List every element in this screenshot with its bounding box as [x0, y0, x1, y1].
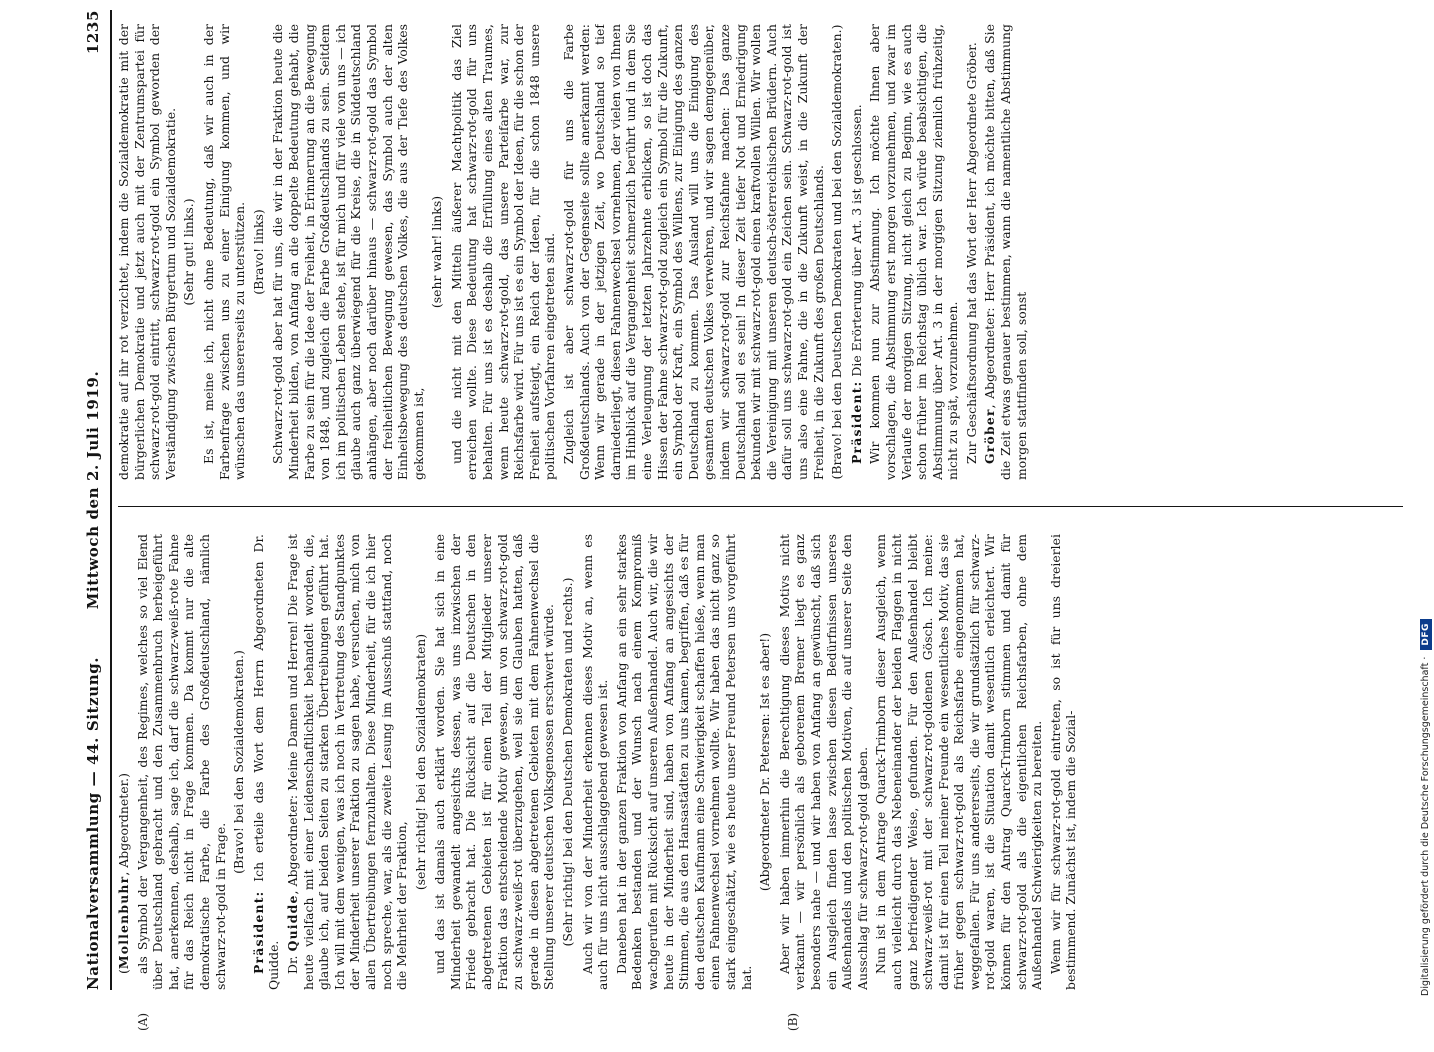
- speaker-prefix: (: [116, 969, 131, 974]
- body-paragraph: Zugleich ist aber schwarz-rot-gold für uns die Farbe Großdeutschlands. Auch von der Gegenseite sollte anerkannt werden: Wenn wir gerade in der jetzigen Zeit, wo Deutschland so tief darniederliegt, diesen Fahnenwechsel vornehmen, der vielen von Ihnen im Hinblick auf die Vergangenheit schmerzlich berührt und in dem Sie eine Verleugnung der letzten Jahrzehnte erblicken, so ist doch das Hissen der Fahne schwarz-rot-gold zugleich ein Symbol für die Zukunft, ein Symbol der Kraft, ein Symbol des Willens, zur Einigung des ganzen Deutschland zu kommen. Das Ausland will uns die Einigung des gesamten deutschen Volkes verwehren, und wir sagen demgegenüber, indem wir schwarz-rot-gold zur Reichsfahne machen: Das ganze Deutschland soll es sein! In dieser Zeit tiefer Not und Erniedrigung bekunden wir mit schwarz-rot-gold einen kraftvollen Willen. Wir wollen die Vereinigung mit unseren deutsch-österreichischen Brüdern. Auch dafür soll uns schwarz-rot-gold ein Zeichen sein. Schwarz-rot-gold ist uns also eine Fahne, die in die Zukunft weist, in die Zukunft der Freiheit, in die Zukunft des großen Deutschlands.: [561, 24, 826, 480]
- speaker-paragraph: [116, 534, 132, 990]
- header-rule: [110, 10, 112, 990]
- interjection: (Bravo! links): [250, 209, 266, 295]
- body-paragraph: und die nicht mit den Mitteln äußerer Machtpolitik das Ziel erreichen wollte. Diese Bedeutung hat schwarz-rot-gold für uns behalten. Für uns ist es deshalb die Erfüllung eines alten Traumes, wenn heute schwarz-rot-gold, das unsere Parteifarbe war, zur Reichsfarbe wird. Für uns ist es ein Symbol der Ideen, für die schon der Freiheit aufsteigt, ein Reich der Ideen, für die schon 1848 unsere politischen Vorfahren eingetreten sind.: [448, 24, 558, 480]
- speech-text: Die Erörterung über Art. 3 ist geschlossen.: [848, 104, 864, 381]
- body-paragraph: Aber wir haben immerhin die Berechtigung dieses Motivs nicht verkannt — wir persönlich als geborenem Bremer liegt es ganz besonders nahe — und wir haben von Anfang an gewünscht, daß sich ein Ausgleich finden lasse zwischen diesen Bedürfnissen unseres Außenhandels und den politischen Motiven, die auf unserer Seite den Ausschlag für schwarz-rot-gold gaben.: [776, 534, 870, 990]
- interjection: (Sehr richtig! bei den Deutschen Demokraten und rechts.): [560, 577, 576, 947]
- body-paragraph: demokratie auf ihr rot verzichtet, indem die Sozialdemokratie mit der bürgerlichen Demokratie und jetzt auch mit der Zentrumspartei für schwarz-rot-gold eintritt, schwarz-rot-gold ein Symbol geworden der Verständigung zwischen Bürgertum und Sozialdemokratie.: [116, 24, 178, 480]
- speaker-name: Präsident:: [848, 380, 864, 464]
- column-divider: [118, 506, 1403, 507]
- speaker-name: Gröber: [982, 408, 998, 464]
- speech-text: Ich erteile das Wort dem Herrn Abgeordneten Dr. Quidde.: [250, 534, 282, 990]
- credit-text: Digitalisierung gefördert durch die Deutsche Forschungsgemeinschaft ·: [1420, 656, 1431, 996]
- body-paragraph: Zur Geschäftsordnung hat das Wort der Herr Abgeordnete Gröber.: [963, 42, 979, 464]
- interjection: (Sehr gut! links.): [181, 198, 197, 306]
- body-paragraph: Schwarz-rot-gold aber hat für uns, die wir in der Fraktion heute die Minderheit bilden, von Anfang an die doppelte Bedeutung gehabt, die Farbe zu sein für die Idee der Freiheit, in Erinnerung an die Bewegung von 1848, und zugleich die Farbe Großdeutschlands zu sein. Seitdem ich im politischen Leben stehe, ist für mich und für viele von uns — ich glaube auch ganz überwiegend für die Kreise, die in Süddeutschland anhängen, aber noch darüber hinaus — schwarz-rot-gold das Symbol der freiheitlichen Bewegung gewesen, das Symbol auch der alten Einheitsbewegung des deutschen Volkes, die aus der Tiefe des Volkes gekommen ist,: [270, 24, 426, 480]
- body-paragraph: Wenn wir für schwarz-rot-gold eintreten, so ist für uns dreierlei bestimmend. Zunächst ist, indem die Sozial-: [1047, 534, 1079, 990]
- speech-text: , Abgeordneter: Herr Präsident, ich möchte bitten, daß Sie die Zeit etwas genauer bestimmen, wann die namentliche Abstimmung morgen stattfinden soll, sonst: [982, 24, 1029, 480]
- interjection: (Abgeordneter Dr. Petersen: Ist es aber!): [757, 632, 773, 892]
- speaker-name: Präsident:: [250, 890, 266, 974]
- speech-text: , Abgeordneter: Meine Damen und Herren! Die Frage ist heute vielfach mit einer Leidenschaftlichkeit behandelt worden, die, glaube ich, auf beiden Seiten zu starken Übertreibungen geführt hat. Ich will mit dem wenigen, was ich noch in Vertretung des Standpunktes der Minderheit unserer Fraktion zu sagen habe, versuchen, mich von allen Übertreibungen fernzuhalten. Diese Minderheit, für die ich hier noch spreche, war, als die zweite Lesung im Ausschuß stattfand, noch die Mehrheit der Fraktion,: [284, 534, 410, 990]
- margin-mark-c: [136, 0, 152, 8]
- body-paragraph: Daneben hat in der ganzen Fraktion von Anfang an ein sehr starkes Bedenken bestanden und der Wunsch nach einem Kompromiß wachgerufen mit Rücksicht auf unseren Außenhandel. Auch wir, die wir heute in der Minderheit sind, haben von Anfang an angesichts der Stimmen, die aus den Hansastädten zu uns kamen, begriffen, daß es für den deutschen Kaufmann eine Schwierigkeit schaffen hieße, wenn man einen Fahnenwechsel vornehmen wollte. Wir haben das nicht ganz so stark eingeschätzt, wie es heute unser Freund Petersen uns vorgeführt hat.: [613, 534, 754, 990]
- interjection: (Bravo! bei den Sozialdemokraten.): [231, 650, 247, 874]
- dfg-logo: DFG: [1420, 619, 1432, 650]
- speaker-prefix: Dr.: [284, 951, 300, 974]
- speaker-paragraph: [982, 24, 1029, 480]
- speaker-paragraph: [251, 534, 282, 990]
- speaker-name: Mollenbuhr: [116, 875, 131, 970]
- right-column: [116, 24, 1406, 480]
- running-header: [80, 10, 108, 990]
- interjection: (sehr richtig! bei den Sozialdemokraten): [412, 633, 428, 891]
- body-paragraph: Wir kommen nun zur Abstimmung. Ich möchte Ihnen aber vorschlagen, die Abstimmung erst morgen vorzunehmen, und zwar im Verlaufe der morgigen Sitzung, nicht gleich zu Beginn, wie es auch schon früher im Reichstag üblich war. Ich würde beabsichtigen, die Abstimmung über Art. 3 in der morgigen Sitzung ziemlich frühzeitig, nicht zu spät, vorzunehmen.: [867, 24, 961, 480]
- interjection: (sehr wahr! links): [429, 195, 445, 309]
- digitization-credit: [1420, 619, 1432, 996]
- page-number: 1235: [84, 10, 102, 55]
- rotated-page: [80, 10, 1410, 1032]
- body-paragraph: als Symbol der Vergangenheit, des Regimes, welches so viel Elend über Deutschland gebracht und den Zusammenbruch herbeigeführt hat, anerkennen, deshalb, sage ich, darf die schwarz-weiß-rote Fahne für das Reich nicht in Frage kommen. Da kommt nur die alte demokratische Farbe, die Farbe des Großdeutschland, nämlich schwarz-rot-gold in Frage.: [134, 534, 228, 990]
- header-center: Mittwoch den 2. Juli 1919.: [84, 370, 102, 610]
- body-paragraph: und das ist damals auch erklärt worden. Sie hat sich in eine Minderheit gewandelt angesichts dessen, was uns inzwischen der Friede gebracht hat. Die Rücksicht auf die Deutschen in den abgetretenen Gebieten ist für einen Teil der Mitglieder unserer Fraktion das entscheidende Motiv gewesen, um von schwarz-rot-gold zu schwarz-weiß-rot überzugehen, weil sie den Glauben hatten, daß gerade in diesen abgetretenen Gebieten mit dem Fahnenwechsel die Stellung unserer deutschen Volksgenossen erschwert würde.: [432, 534, 557, 990]
- body-paragraph: Auch wir von der Minderheit erkennen dieses Motiv an, wenn es auch für uns nicht ausschlaggebend gewesen ist.: [579, 534, 611, 990]
- left-column: [116, 534, 1406, 990]
- margin-mark-a: (A): [136, 1012, 150, 1032]
- body-paragraph: Nun ist in dem Antrage Quarck-Trimborn dieser Ausgleich, wenn auch vielleicht durch das Nebeneinander der beiden Flaggen in nicht ganz befriedigender Weise, gefunden. Für den Außenhandel bleibt schwarz-weiß-rot mit der schwarz-rot-goldenen Gösch. Ich meine: damit ist für einen Teil meiner Freunde ein wesentliches Motiv, das sie früher gegen schwarz-rot-gold als Reichsfarbe eingenommen hat, weggefallen. Für uns andererseits, die wir grundsätzlich für schwarz-rot-gold waren, ist die Situation damit wesentlich erleichtert. Wir können für den Antrag Quarck-Trimborn stimmen und damit für schwarz-rot-gold als die eigentlichen Reichsfarben, ohne dem Außenhandel Schwierigkeiten zu bereiten.: [873, 534, 1045, 990]
- speaker-paragraph: [285, 534, 410, 990]
- header-left: Nationalversammlung — 44. Sitzung.: [84, 656, 102, 990]
- speaker-name: Quidde: [284, 894, 300, 952]
- speech-text: , Abgeordneter.): [116, 773, 131, 876]
- margin-mark-b: (B): [786, 1012, 800, 1032]
- body-paragraph: Es ist, meine ich, nicht ohne Bedeutung, daß wir auch in der Farbenfrage zwischen uns zu einer Einigung kommen, und wir wünschen das unsererseits zu unterstützen.: [200, 24, 248, 480]
- margin-mark-d: [786, 0, 802, 8]
- speaker-paragraph: [849, 24, 865, 480]
- interjection: (Bravo! bei den Deutschen Demokraten und bei den Sozialdemokraten.): [829, 24, 845, 480]
